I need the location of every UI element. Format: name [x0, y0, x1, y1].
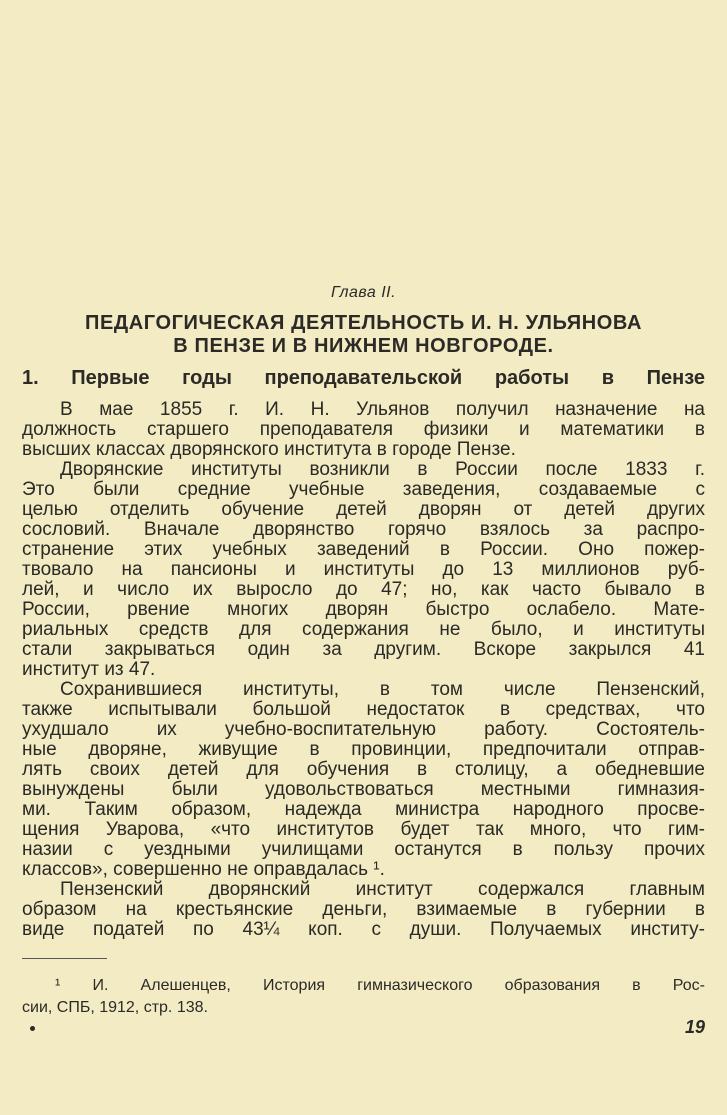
text-line: Сохранившиеся институты, в том числе Пензенский, — [60, 679, 705, 700]
page-number: 19 — [684, 1017, 705, 1037]
text-line: странение этих учебных заведений в России. Оно пожер- — [22, 539, 705, 560]
text-line: ные дворяне, живущие в провинции, предпочитали отправ- — [22, 739, 705, 760]
text-line: Пензенский дворянский институт содержался главным — [60, 879, 705, 900]
chapter-label: Глава II. — [330, 284, 397, 301]
text-line: вынуждены были удовольствоваться местными гимназия- — [22, 779, 705, 800]
text-line: ухудшало их учебно-воспитательную работу. Состоятель- — [22, 719, 705, 740]
chapter-title-line-1: ПЕДАГОГИЧЕСКАЯ ДЕЯТЕЛЬНОСТЬ И. Н. УЛЬЯНОВА — [84, 312, 643, 334]
text-line: ми. Таким образом, надежда министра народного просве- — [22, 799, 705, 820]
text-line: щения Уварова, «что институтов будет так много, что гим- — [22, 819, 705, 840]
text-line: должность старшего преподавателя физики и математики в — [22, 419, 705, 440]
text-line: виде податей по 43¼ коп. с души. Получаемых институ- — [22, 919, 705, 940]
text-line: также испытывали большой недостаток в средствах, что — [22, 699, 705, 720]
footnote-divider — [22, 958, 107, 959]
text-line: России, рвение многих дворян быстро ослабело. Мате- — [22, 599, 705, 620]
text-line: целью отделить обучение детей дворян от детей других — [22, 499, 705, 520]
text-line: риальных средств для содержания не было, и институты — [22, 619, 705, 640]
text-line: твовало на пансионы и институты до 13 миллионов руб- — [22, 559, 705, 580]
text-line: лей, и число их выросло до 47; но, как часто бывало в — [22, 579, 705, 600]
section-heading: 1. Первые годы преподавательской работы в Пензе — [22, 367, 705, 389]
text-line: назии с уездными училищами останутся в пользу прочих — [22, 839, 705, 860]
text-line: сословий. Вначале дворянство горячо взялось за распро- — [22, 519, 705, 540]
footnote-line: ¹ И. Алешенцев, История гимназического образования в Рос- — [55, 977, 705, 994]
text-line: институт из 47. — [22, 659, 156, 680]
text-line: Это были средние учебные заведения, создаваемые с — [22, 479, 705, 500]
text-line: стали закрываться один за другим. Вскоре закрылся 41 — [22, 639, 705, 660]
text-line: лять своих детей для обучения в столицу, а обедневшие — [22, 759, 705, 780]
text-line: образом на крестьянские деньги, взимаемые в губернии в — [22, 899, 705, 920]
printer-mark — [30, 1026, 35, 1031]
text-line: Дворянские институты возникли в России после 1833 г. — [60, 459, 705, 480]
footnote-line: сии, СПБ, 1912, стр. 138. — [22, 999, 208, 1016]
text-line: В мае 1855 г. И. Н. Ульянов получил назначение на — [60, 399, 705, 420]
chapter-title-line-2: В ПЕНЗЕ И В НИЖНЕМ НОВГОРОДЕ. — [173, 335, 554, 357]
text-line: классов», совершенно не оправдалась ¹. — [22, 859, 385, 880]
text-line: высших классах дворянского института в городе Пензе. — [22, 439, 516, 460]
